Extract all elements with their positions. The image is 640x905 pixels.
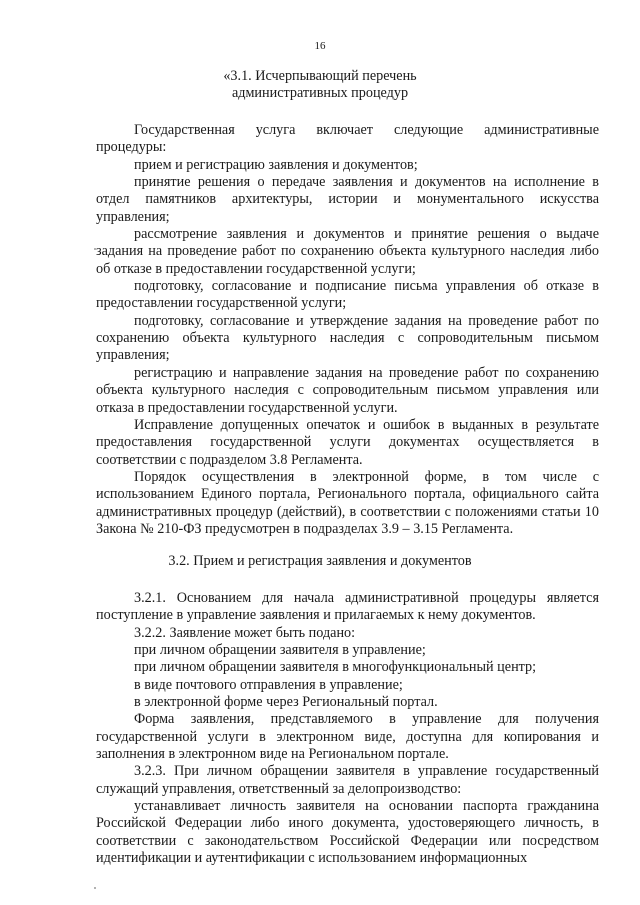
paragraph: 3.2.1. Основанием для начала административной процедуры является поступление в управление заявления и прилагаемых к нему документов. xyxy=(96,590,599,624)
page-number: 16 xyxy=(314,40,326,52)
paragraph: рассмотрение заявления и документов и принятие решения о выдаче задания на проведение работ по сохранению объекта культурного наследия либо об отказе в предоставлении государственной услуги; xyxy=(96,226,599,277)
section-3-2-body xyxy=(96,590,599,868)
paragraph: Форма заявления, представляемого в управление для получения государственной услуги в электронном виде, доступна для копирования и заполнения в электронном виде на Региональном портале. xyxy=(96,711,599,763)
subsection-title: 3.2. Прием и регистрация заявления и документов xyxy=(168,553,472,569)
scan-speck xyxy=(94,887,96,889)
paragraph: в электронной форме через Региональный портал. xyxy=(134,694,438,711)
scan-speck xyxy=(94,248,96,250)
paragraph: устанавливает личность заявителя на основании паспорта гражданина Российской Федерации либо иного документа, удостоверяющего личность, в соответствии с законодательством Российской Федерации или посредством идентификации и аутентификации с использованием информационных xyxy=(96,798,599,867)
paragraph: Порядок осуществления в электронной форме, в том числе с использованием Единого портала, Регионального портала, официального сайта административных процедур (действий), в соответствии с положениями статьи 10 Закона № 210-ФЗ предусмотрен в подразделах 3.9 – 3.15 Регламента. xyxy=(96,468,599,537)
paragraph: прием и регистрацию заявления и документов; xyxy=(134,156,418,173)
paragraph: в виде почтового отправления в управление; xyxy=(134,676,403,693)
section-title-line-2: административных процедур xyxy=(231,85,409,102)
paragraph: принятие решения о передаче заявления и документов на исполнение в отдел памятников архитектуры, истории и монументального искусства управления; xyxy=(96,174,599,225)
paragraph: при личном обращении заявителя в многофункциональный центр; xyxy=(134,659,537,676)
paragraph: подготовку, согласование и подписание письма управления об отказе в предоставлении государственной услуги; xyxy=(96,278,599,312)
paragraph: 3.2.3. При личном обращении заявителя в управление государственный служащий управления, ответственный за делопроизводство: xyxy=(96,763,599,797)
section-title xyxy=(0,68,640,103)
paragraph: Исправление допущенных опечаток и ошибок в выданных в результате предоставления государственной услуги документах осуществляется в соответствии с подразделом 3.8 Регламента. xyxy=(96,416,599,468)
section-title-line-1: «3.1. Исчерпывающий перечень xyxy=(223,68,417,84)
paragraph: при личном обращении заявителя в управление; xyxy=(134,642,426,659)
paragraph: подготовку, согласование и утверждение задания на проведение работ по сохранению объекта культурного наследия с сопроводительным письмом управления; xyxy=(96,312,599,364)
paragraph: 3.2.2. Заявление может быть подано: xyxy=(134,624,356,641)
paragraph: Государственная услуга включает следующие административные процедуры: xyxy=(96,122,599,156)
paragraph: регистрацию и направление задания на проведение работ по сохранению объекта культурного наследия с сопроводительным письмом управления или отказа в предоставлении государственной услуги. xyxy=(96,364,599,416)
section-3-1-body xyxy=(96,122,599,538)
